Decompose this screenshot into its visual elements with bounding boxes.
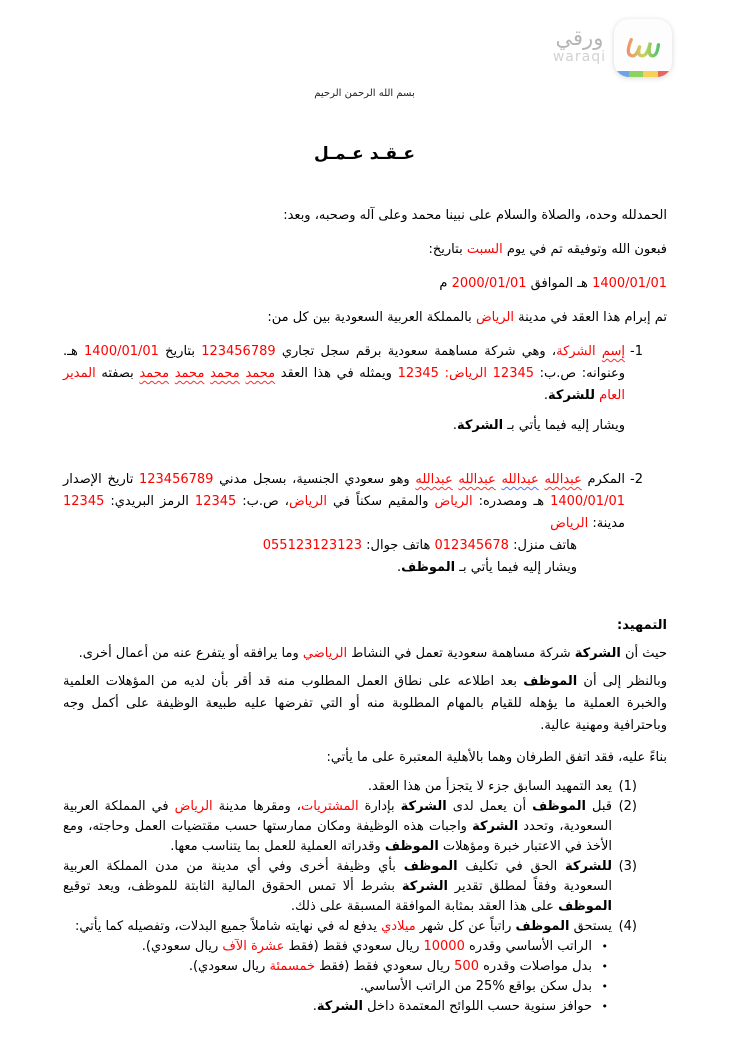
opening-line-day: فبعون الله وتوفيقه تم في يوم السبت بتاريخ: — [428, 242, 667, 257]
opening-line-city: تم إبرام هذا العقد في مدينة الرياض بالمملكة العربية السعودية بين كل من: — [267, 310, 667, 325]
clause-marker-4: (4) — [618, 919, 637, 934]
preamble-heading: التمهيد: — [617, 618, 667, 633]
clause-text-4: يستحق الموظف راتباً عن كل شهر ميلادي يدفع له في نهايته شاملاً جميع البدلات، وتفصيله كما يأتي: — [75, 919, 612, 934]
party-marker-1: 1- — [630, 344, 643, 359]
employee-reference-line: ويشار إليه فيما يأتي بـ الموظف. — [396, 560, 577, 575]
bullet-dot-icon: • — [601, 940, 608, 953]
benefit-text-basic-salary: الراتب الأساسي وقدره 10000 ريال سعودي فقط (فقط عشرة الآف ريال سعودي). — [141, 939, 592, 954]
clause-marker-1: (1) — [618, 779, 637, 794]
document-content — [0, 205, 729, 1017]
benefit-text-transport: بدل مواصلات وقدره 500 ريال سعودي فقط (فقط خمسمئة ريال سعودي). — [188, 959, 592, 974]
benefit-bullet-transport — [63, 957, 612, 977]
waraqi-app-icon — [614, 19, 672, 77]
document-title: عـقـد عـمـل — [313, 144, 415, 164]
clauses-list — [63, 777, 667, 1017]
clause-item-4 — [63, 917, 667, 1017]
party-item-employee — [63, 469, 667, 535]
agreement-lead-line: بناءً عليه، فقد اتفق الطرفان وهما بالأهلية المعتبرة على ما يأتي: — [326, 750, 667, 765]
clause-text-3: للشركة الحق في تكليف الموظف بأي وظيفة أخرى وفي أي مدينة من مدن المملكة العربية السعودية وفقاً لمطلق تقدير الشركة بشرط ألا تمس الحقوق المالية الثابتة للموظف، ويعد توقيع الموظف على هذا العقد بمثابة الموافقة المسبقة على ذلك. — [63, 859, 612, 914]
logo-bar-yellow — [643, 71, 658, 77]
bullet-dot-icon: • — [601, 980, 608, 993]
clause-item-2 — [63, 797, 667, 857]
opening-line-dates: 1400/01/01 هـ الموافق 2000/01/01 م — [439, 276, 667, 291]
party-employee-text: المكرم عبدالله عبدالله عبدالله عبدالله وهو سعودي الجنسية، بسجل مدني 123456789 تاريخ الإصدار 1400/01/01 هـ ومصدره: الرياض والمقيم سكناً في الرياض، ص.ب: 12345 الرمز البريدي: 12345 مدينة: الرياض — [63, 472, 625, 531]
logo-bar-blue — [614, 71, 629, 77]
benefit-text-incentives: حوافز سنوية حسب اللوائح المعتمدة داخل الشركة. — [312, 999, 592, 1014]
employee-phones-line: هاتف منزل: 012345678 هاتف جوال: 055123123123 — [262, 538, 577, 553]
waraqi-w-icon — [621, 25, 665, 69]
party-item-company — [63, 341, 667, 407]
bullet-dot-icon: • — [601, 960, 608, 973]
logo-bar-red — [658, 71, 673, 77]
benefit-bullet-basic-salary — [63, 937, 612, 957]
clause-item-3 — [63, 857, 667, 917]
basmala-text: بسم الله الرحمن الرحيم — [314, 88, 415, 99]
waraqi-wordmark — [553, 27, 606, 65]
party-marker-2: 2- — [630, 472, 643, 487]
clause-text-1: يعد التمهيد السابق جزء لا يتجزأ من هذا العقد. — [367, 779, 612, 794]
benefit-bullet-incentives — [63, 997, 612, 1017]
benefit-text-housing: بدل سكن بواقع %25 من الراتب الأساسي. — [360, 979, 592, 994]
preamble-paragraph-company: حيث أن الشركة شركة مساهمة سعودية تعمل في النشاط الرياضي وما يرافقه أو يتفرع عنه من أعمال أخرى. — [78, 646, 667, 661]
clause-item-1 — [63, 777, 667, 797]
party-company-text: إسم الشركة، وهي شركة مساهمة سعودية برقم سجل تجاري 123456789 بتاريخ 1400/01/01 هـ. وعنوانه: ص.ب: 12345 الرياض: 12345 ويمثله في هذا العقد محمد محمد محمد محمد بصفته المدير العام للشركة. — [63, 344, 626, 403]
bullet-dot-icon: • — [601, 1000, 608, 1013]
company-reference-line: ويشار إليه فيما يأتي بـ الشركة. — [452, 418, 625, 433]
preamble-paragraph-employee: وبالنظر إلى أن الموظف بعد اطلاعه على نطاق العمل المطلوب منه قد أقر بأن لديه من المؤهلات العلمية والخبرة العملية ما يؤهله للقيام بالمهام المطلوبة منه أو التي تفرضها عليه طبيعة الوظيفة على أكمل وجه وباحترافية ومهنية عالية. — [63, 674, 667, 733]
logo-color-bar — [614, 71, 672, 77]
clause-text-2: قبل الموظف أن يعمل لدى الشركة بإدارة المشتريات، ومقرها مدينة الرياض في المملكة العربية السعودية، وتحدد الشركة واجبات هذه الوظيفة ومكان ممارستها حسب مقتضيات العمل وحاجته، ومع الأخذ في الاعتبار خبرة ومؤهلات الموظف وقدراته العملية للعمل بما يتناسب معها. — [63, 799, 612, 854]
logo-name-arabic: ورقي — [555, 26, 604, 50]
benefit-bullet-housing — [63, 977, 612, 997]
logo-bar-green — [629, 71, 644, 77]
clause-marker-3: (3) — [618, 859, 637, 874]
opening-line-hamd: الحمدلله وحده، والصلاة والسلام على نبينا محمد وعلى آله وصحبه، وبعد: — [283, 208, 667, 223]
clause-marker-2: (2) — [618, 799, 637, 814]
logo-name-latin: waraqi — [552, 49, 606, 65]
